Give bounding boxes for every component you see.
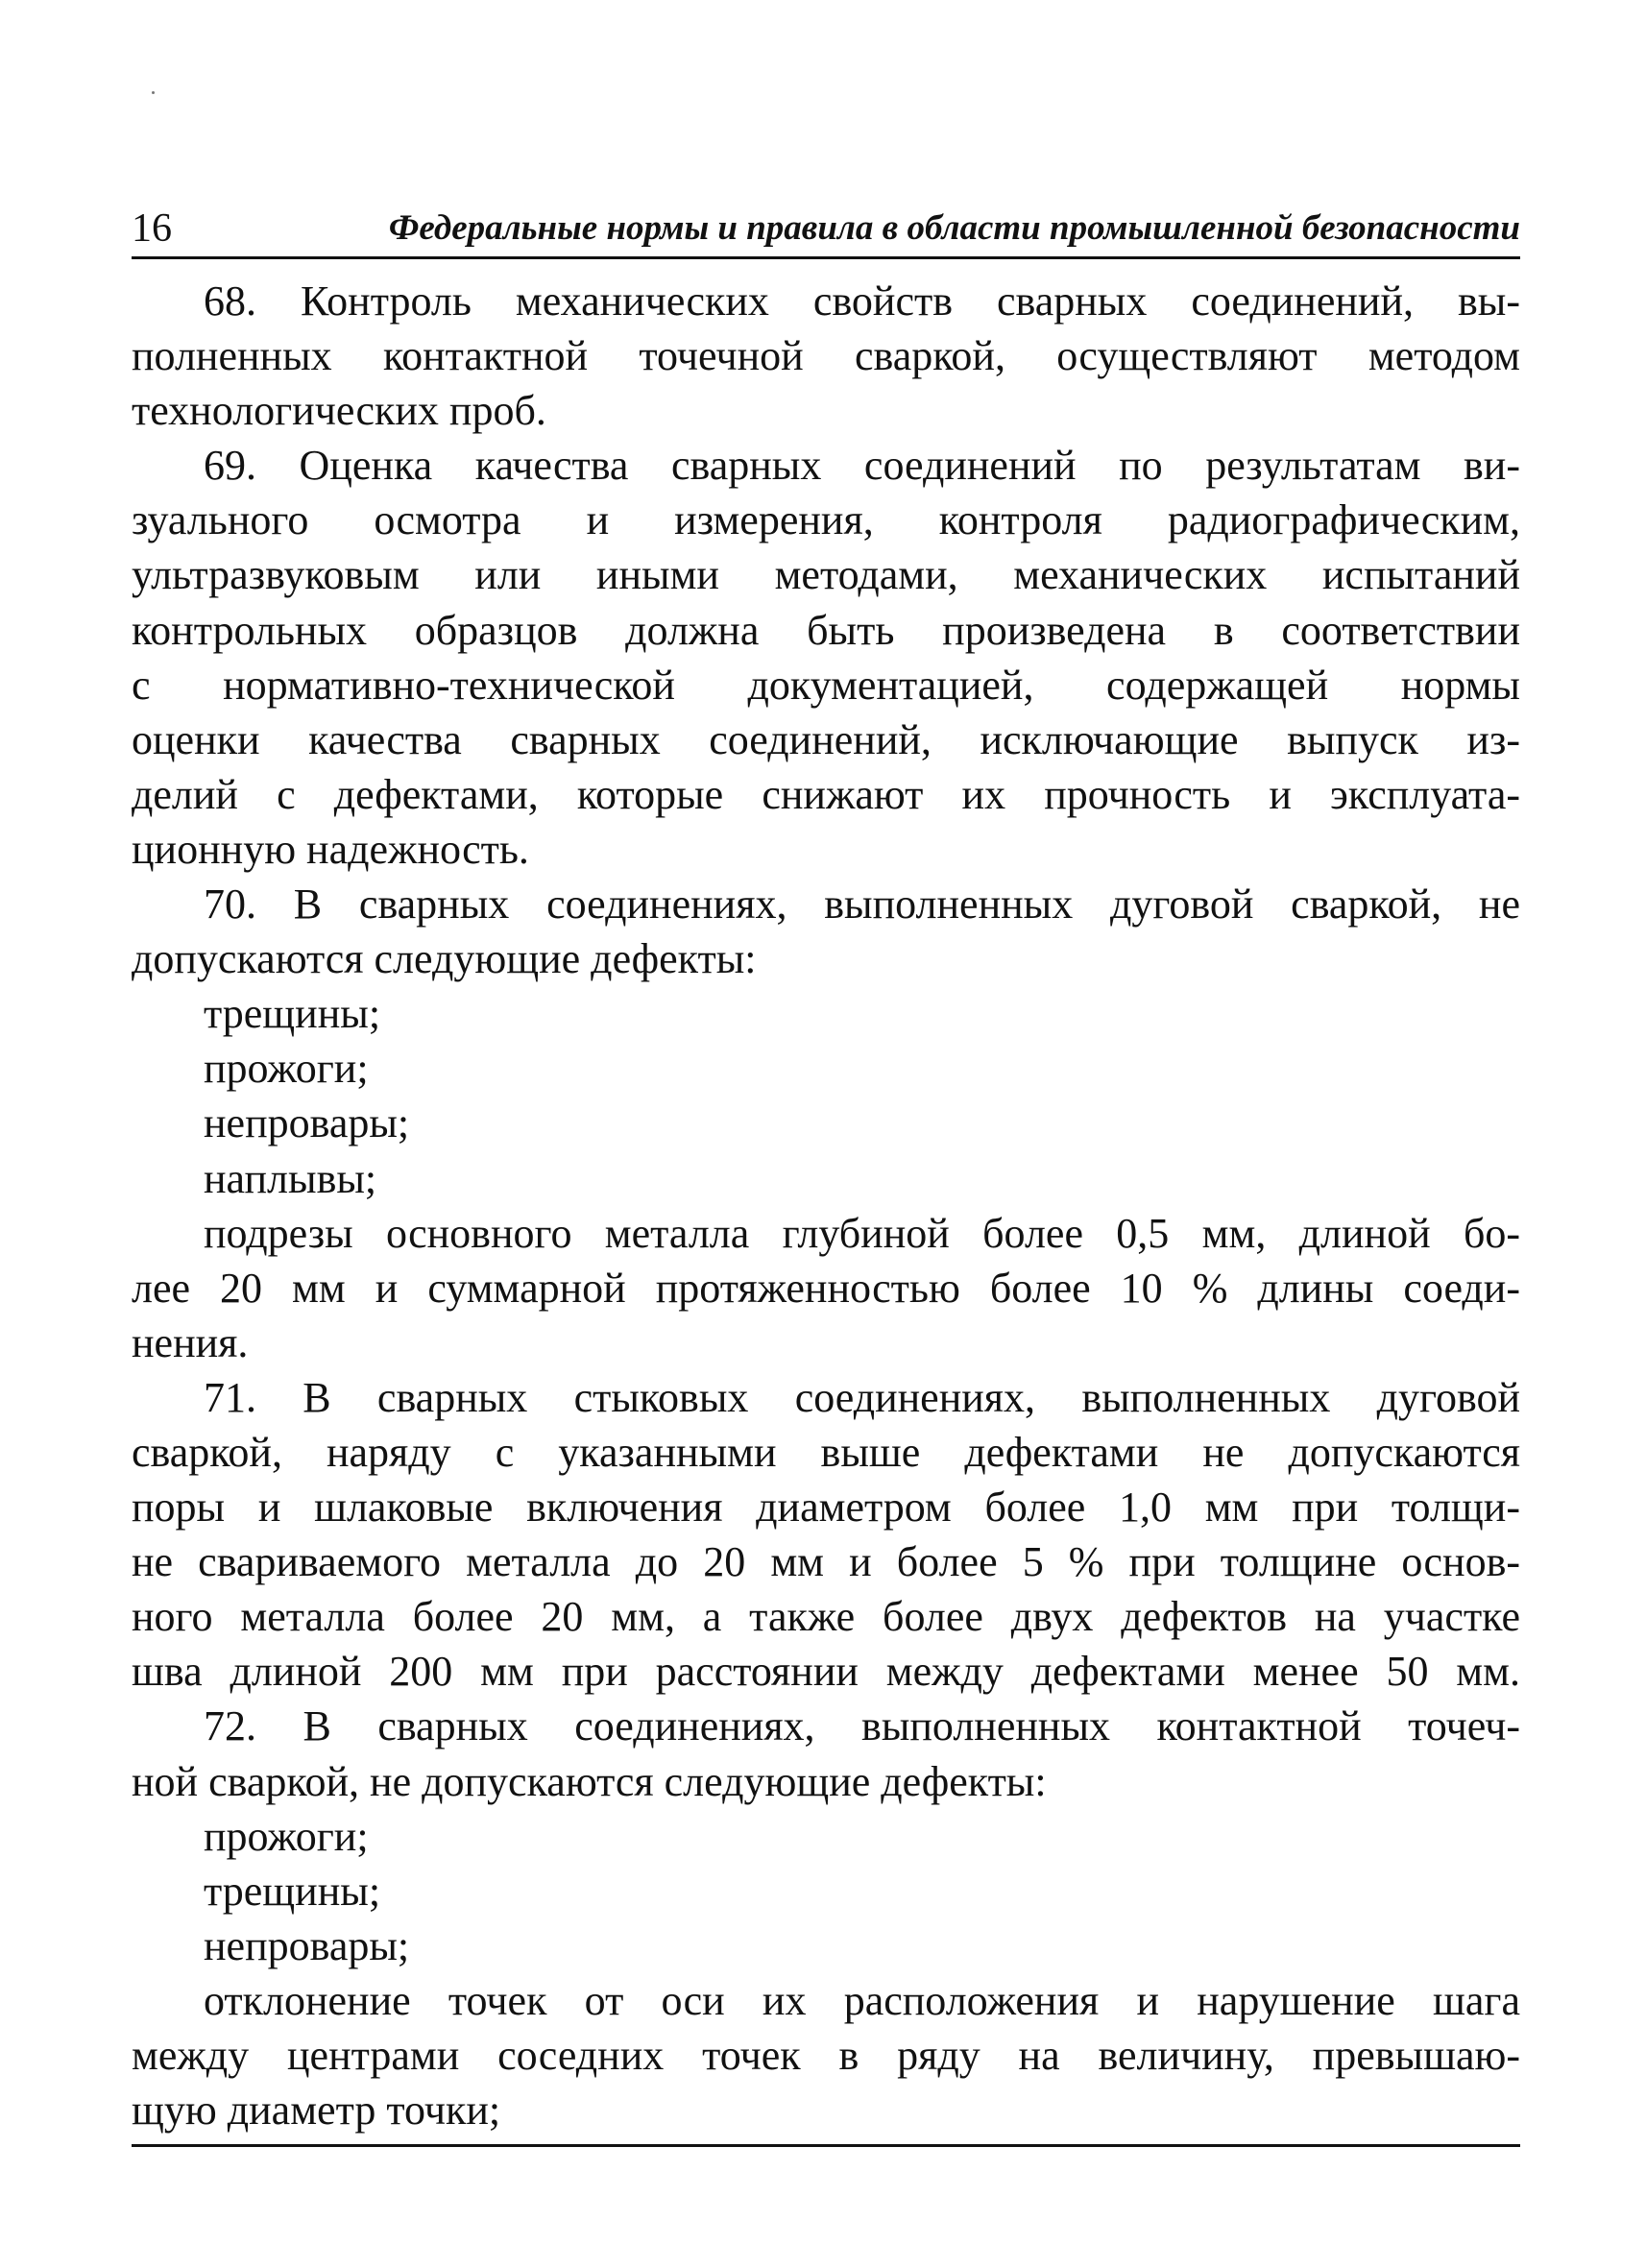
text-line: 70. В сварных соединениях, выполненных дуговой сваркой, не bbox=[204, 881, 1520, 929]
text-line: допускаются следующие дефекты: bbox=[132, 935, 757, 983]
text-line: между центрами соседних точек в ряду на величину, превышаю- bbox=[132, 2032, 1520, 2079]
text-line: лее 20 мм и суммарной протяженностью более 10 % длины соеди- bbox=[132, 1264, 1520, 1312]
text-line: поры и шлаковые включения диаметром более 1,0 мм при толщи- bbox=[132, 1484, 1520, 1532]
text-line: технологических проб. bbox=[132, 387, 546, 435]
text-line: нения. bbox=[132, 1318, 249, 1366]
text-line: ной сваркой, не допускаются следующие дефекты: bbox=[132, 1757, 1047, 1805]
text-line: трещины; bbox=[204, 990, 381, 1038]
text-line: подрезы основного металла глубиной более 0,5 мм, длиной бо- bbox=[204, 1209, 1520, 1257]
text-line: 69. Оценка качества сварных соединений по результатам ви- bbox=[204, 442, 1520, 490]
text-line: трещины; bbox=[204, 1867, 381, 1915]
text-line: 72. В сварных соединениях, выполненных контактной точеч- bbox=[204, 1702, 1520, 1750]
text-line: ного металла более 20 мм, а также более двух дефектов на участке bbox=[132, 1593, 1520, 1641]
page-header bbox=[132, 197, 1520, 259]
footer-rule bbox=[132, 2144, 1520, 2147]
text-line: ционную надежность. bbox=[132, 825, 529, 873]
text-line: наплывы; bbox=[204, 1154, 377, 1202]
running-head: Федеральные нормы и правила в области промышленной безопасности bbox=[388, 208, 1520, 248]
text-line: непровары; bbox=[204, 1099, 410, 1147]
text-line: полненных контактной точечной сваркой, осуществляют методом bbox=[132, 332, 1520, 380]
text-line: шва длиной 200 мм при расстоянии между дефектами менее 50 мм. bbox=[132, 1648, 1520, 1696]
text-line: отклонение точек от оси их расположения и нарушение шага bbox=[204, 1976, 1520, 2024]
text-line: щую диаметр точки; bbox=[132, 2087, 501, 2135]
text-line: сваркой, наряду с указанными выше дефектами не допускаются bbox=[132, 1428, 1520, 1476]
page-number: 16 bbox=[132, 206, 172, 251]
text-line: с нормативно-технической документацией, содержащей нормы bbox=[132, 661, 1520, 709]
text-line: непровары; bbox=[204, 1921, 410, 1969]
text-line: оценки качества сварных соединений, исключающие выпуск из- bbox=[132, 715, 1520, 763]
text-line: делий с дефектами, которые снижают их прочность и эксплуата- bbox=[132, 770, 1520, 818]
text-line: 68. Контроль механических свойств сварных соединений, вы- bbox=[204, 277, 1520, 325]
scan-speck bbox=[152, 91, 155, 94]
text-line: 71. В сварных стыковых соединениях, выполненных дуговой bbox=[204, 1373, 1520, 1421]
text-line: зуального осмотра и измерения, контроля радиографическим, bbox=[132, 496, 1520, 544]
text-line: не свариваемого металла до 20 мм и более 5 % при толщине основ- bbox=[132, 1538, 1520, 1586]
text-line: контрольных образцов должна быть произведена в соответствии bbox=[132, 606, 1520, 654]
text-line: прожоги; bbox=[204, 1812, 369, 1860]
body-text bbox=[132, 274, 1520, 2137]
text-line: прожоги; bbox=[204, 1045, 369, 1093]
text-line: ультразвуковым или иными методами, механических испытаний bbox=[132, 551, 1520, 599]
